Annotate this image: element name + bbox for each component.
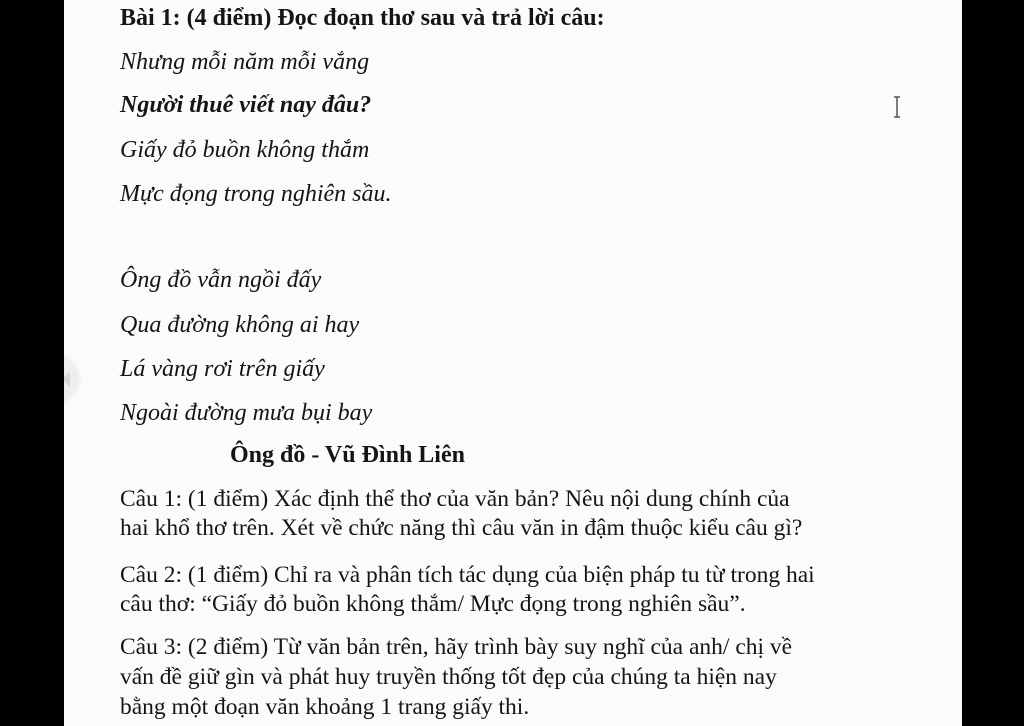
poem-line-bold: Người thuê viết nay đâu? (120, 92, 372, 118)
text-cursor-icon (892, 96, 902, 118)
question-2-line-2: câu thơ: “Giấy đỏ buồn không thắm/ Mực đọng trong nghiên sầu”. (120, 591, 746, 617)
question-1-line-1: Câu 1: (1 điểm) Xác định thể thơ của văn bản? Nêu nội dung chính của (120, 486, 790, 512)
poem-title: Ông đồ - Vũ Đình Liên (230, 442, 465, 468)
question-3-line-1: Câu 3: (2 điểm) Từ văn bản trên, hãy trình bày suy nghĩ của anh/ chị về (120, 634, 793, 660)
question-3-line-2: vấn đề giữ gìn và phát huy truyền thống tốt đẹp của chúng ta hiện nay (120, 664, 777, 690)
poem-line: Giấy đỏ buồn không thắm (120, 137, 370, 163)
document-page (64, 0, 962, 726)
question-2-line-1: Câu 2: (1 điểm) Chỉ ra và phân tích tác dụng của biện pháp tu từ trong hai (120, 562, 815, 588)
poem-line: Lá vàng rơi trên giấy (120, 356, 325, 382)
poem-line: Nhưng mỗi năm mỗi vắng (120, 49, 370, 75)
exercise-heading: Bài 1: (4 điểm) Đọc đoạn thơ sau và trả lời câu: (120, 5, 605, 31)
poem-line: Ngoài đường mưa bụi bay (120, 400, 373, 426)
poem-line: Qua đường không ai hay (120, 312, 360, 338)
chevron-left-icon (64, 371, 70, 387)
poem-line: Ông đồ vẫn ngồi đấy (120, 267, 322, 293)
previous-page-button[interactable] (64, 354, 78, 404)
question-1-line-2: hai khổ thơ trên. Xét về chức năng thì câu văn in đậm thuộc kiểu câu gì? (120, 515, 803, 541)
question-3-line-3: bằng một đoạn văn khoảng 1 trang giấy thi. (120, 694, 530, 720)
poem-line: Mực đọng trong nghiên sầu. (120, 181, 392, 207)
